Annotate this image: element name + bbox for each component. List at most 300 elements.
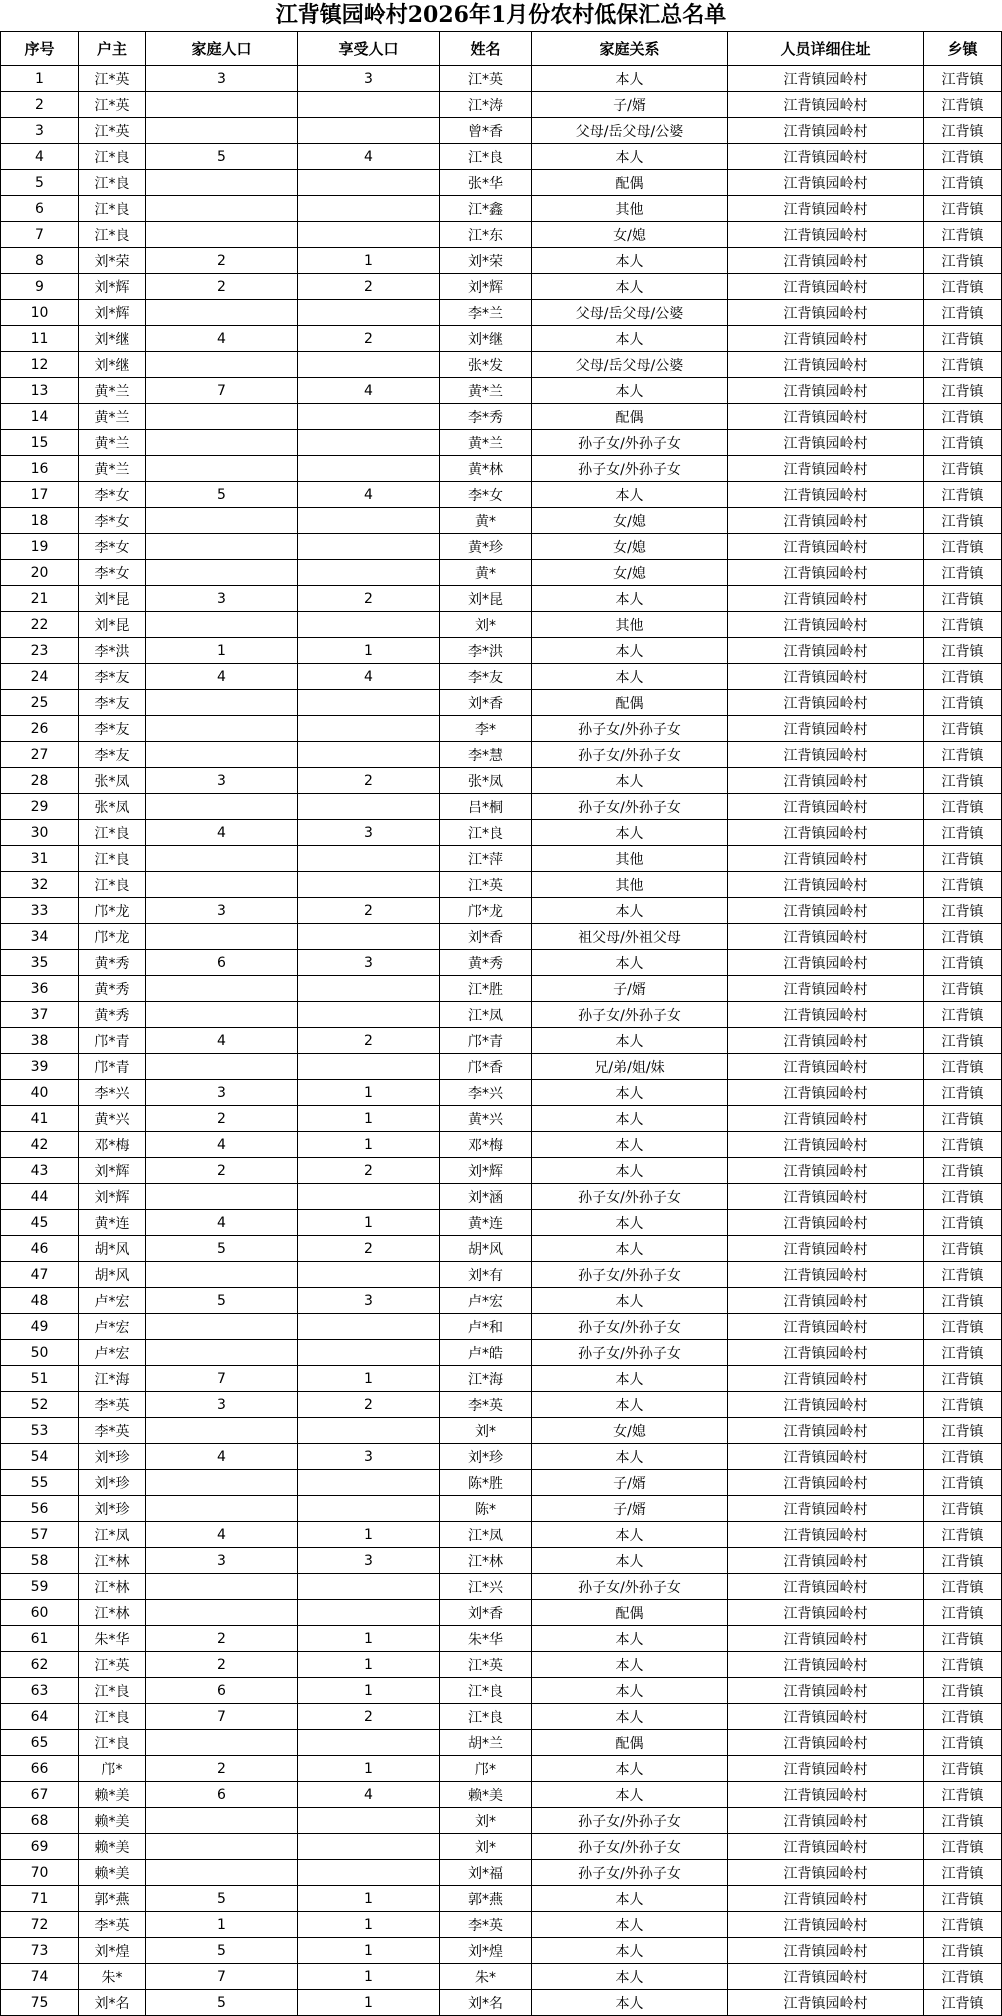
cell-township: 江背镇	[924, 716, 1002, 742]
cell-beneficiaries	[298, 92, 440, 118]
cell-name: 张*华	[440, 170, 532, 196]
cell-relationship: 父母/岳父母/公婆	[532, 352, 728, 378]
cell-name: 刘*有	[440, 1262, 532, 1288]
cell-index: 17	[1, 482, 79, 508]
cell-householder: 邝*青	[79, 1054, 146, 1080]
cell-household-size	[146, 430, 298, 456]
cell-beneficiaries: 1	[298, 1756, 440, 1782]
cell-address: 江背镇园岭村	[728, 1106, 924, 1132]
cell-relationship: 本人	[532, 1444, 728, 1470]
cell-householder: 胡*风	[79, 1236, 146, 1262]
cell-name: 江*良	[440, 144, 532, 170]
cell-township: 江背镇	[924, 612, 1002, 638]
cell-township: 江背镇	[924, 1132, 1002, 1158]
table-row	[1, 1938, 1002, 1964]
cell-household-size: 3	[146, 586, 298, 612]
cell-township: 江背镇	[924, 274, 1002, 300]
cell-relationship: 本人	[532, 66, 728, 92]
cell-beneficiaries: 3	[298, 1444, 440, 1470]
table-row	[1, 1730, 1002, 1756]
cell-beneficiaries: 2	[298, 1028, 440, 1054]
cell-township: 江背镇	[924, 1158, 1002, 1184]
cell-beneficiaries	[298, 976, 440, 1002]
table-row	[1, 1834, 1002, 1860]
cell-address: 江背镇园岭村	[728, 1184, 924, 1210]
table-row	[1, 274, 1002, 300]
cell-householder: 赖*美	[79, 1834, 146, 1860]
cell-householder: 李*友	[79, 664, 146, 690]
cell-relationship: 本人	[532, 820, 728, 846]
cell-name: 刘*	[440, 1808, 532, 1834]
cell-index: 68	[1, 1808, 79, 1834]
cell-relationship: 本人	[532, 1704, 728, 1730]
cell-householder: 江*林	[79, 1600, 146, 1626]
cell-name: 刘*继	[440, 326, 532, 352]
cell-household-size	[146, 976, 298, 1002]
table-header-row	[1, 32, 1002, 66]
cell-township: 江背镇	[924, 1392, 1002, 1418]
cell-household-size: 6	[146, 950, 298, 976]
cell-beneficiaries	[298, 612, 440, 638]
cell-householder: 黄*兰	[79, 404, 146, 430]
cell-name: 朱*	[440, 1964, 532, 1990]
cell-beneficiaries	[298, 430, 440, 456]
cell-name: 刘*辉	[440, 1158, 532, 1184]
cell-relationship: 孙子女/外孙子女	[532, 1860, 728, 1886]
cell-beneficiaries	[298, 456, 440, 482]
cell-township: 江背镇	[924, 690, 1002, 716]
table-row	[1, 976, 1002, 1002]
cell-name: 江*英	[440, 66, 532, 92]
cell-township: 江背镇	[924, 1964, 1002, 1990]
cell-householder: 江*良	[79, 222, 146, 248]
cell-address: 江背镇园岭村	[728, 1496, 924, 1522]
cell-address: 江背镇园岭村	[728, 1054, 924, 1080]
cell-index: 15	[1, 430, 79, 456]
cell-beneficiaries: 2	[298, 1704, 440, 1730]
cell-relationship: 孙子女/外孙子女	[532, 716, 728, 742]
table-row	[1, 1236, 1002, 1262]
cell-beneficiaries	[298, 1808, 440, 1834]
cell-beneficiaries: 2	[298, 1158, 440, 1184]
cell-relationship: 孙子女/外孙子女	[532, 1314, 728, 1340]
cell-name: 李*兴	[440, 1080, 532, 1106]
cell-index: 46	[1, 1236, 79, 1262]
cell-index: 58	[1, 1548, 79, 1574]
cell-address: 江背镇园岭村	[728, 326, 924, 352]
cell-township: 江背镇	[924, 560, 1002, 586]
cell-beneficiaries	[298, 1184, 440, 1210]
col-header-index: 序号	[1, 32, 79, 66]
cell-name: 邝*龙	[440, 898, 532, 924]
table-row	[1, 612, 1002, 638]
cell-address: 江背镇园岭村	[728, 1730, 924, 1756]
cell-name: 黄*珍	[440, 534, 532, 560]
cell-address: 江背镇园岭村	[728, 794, 924, 820]
cell-beneficiaries: 1	[298, 248, 440, 274]
cell-household-size	[146, 1834, 298, 1860]
cell-householder: 江*良	[79, 1678, 146, 1704]
cell-address: 江背镇园岭村	[728, 482, 924, 508]
cell-name: 刘*	[440, 1834, 532, 1860]
cell-householder: 刘*煌	[79, 1938, 146, 1964]
cell-township: 江背镇	[924, 846, 1002, 872]
cell-name: 刘*涵	[440, 1184, 532, 1210]
table-row	[1, 1158, 1002, 1184]
cell-index: 3	[1, 118, 79, 144]
cell-household-size: 4	[146, 1210, 298, 1236]
cell-household-size	[146, 872, 298, 898]
cell-household-size: 5	[146, 1236, 298, 1262]
cell-index: 18	[1, 508, 79, 534]
cell-relationship: 本人	[532, 1132, 728, 1158]
cell-name: 黄*林	[440, 456, 532, 482]
cell-index: 10	[1, 300, 79, 326]
cell-relationship: 女/媳	[532, 222, 728, 248]
cell-household-size: 3	[146, 1392, 298, 1418]
cell-township: 江背镇	[924, 300, 1002, 326]
cell-address: 江背镇园岭村	[728, 1860, 924, 1886]
cell-index: 65	[1, 1730, 79, 1756]
cell-address: 江背镇园岭村	[728, 1262, 924, 1288]
cell-householder: 江*英	[79, 66, 146, 92]
cell-name: 刘*名	[440, 1990, 532, 2016]
cell-index: 49	[1, 1314, 79, 1340]
cell-index: 74	[1, 1964, 79, 1990]
cell-township: 江背镇	[924, 1808, 1002, 1834]
cell-address: 江背镇园岭村	[728, 1704, 924, 1730]
cell-beneficiaries	[298, 1002, 440, 1028]
cell-beneficiaries: 4	[298, 1782, 440, 1808]
cell-address: 江背镇园岭村	[728, 196, 924, 222]
cell-township: 江背镇	[924, 1990, 1002, 2016]
cell-index: 39	[1, 1054, 79, 1080]
cell-relationship: 本人	[532, 144, 728, 170]
cell-address: 江背镇园岭村	[728, 924, 924, 950]
table-row	[1, 430, 1002, 456]
cell-beneficiaries: 1	[298, 638, 440, 664]
cell-name: 黄*	[440, 560, 532, 586]
cell-township: 江背镇	[924, 1652, 1002, 1678]
cell-beneficiaries: 1	[298, 1132, 440, 1158]
cell-householder: 李*英	[79, 1912, 146, 1938]
cell-relationship: 兄/弟/姐/妹	[532, 1054, 728, 1080]
cell-householder: 刘*辉	[79, 300, 146, 326]
cell-household-size: 3	[146, 1548, 298, 1574]
cell-address: 江背镇园岭村	[728, 716, 924, 742]
cell-name: 江*东	[440, 222, 532, 248]
cell-address: 江背镇园岭村	[728, 638, 924, 664]
table-row	[1, 248, 1002, 274]
table-row	[1, 1106, 1002, 1132]
cell-township: 江背镇	[924, 1054, 1002, 1080]
cell-index: 6	[1, 196, 79, 222]
cell-name: 刘*煌	[440, 1938, 532, 1964]
cell-beneficiaries: 4	[298, 664, 440, 690]
cell-household-size	[146, 1054, 298, 1080]
cell-index: 19	[1, 534, 79, 560]
cell-name: 李*兰	[440, 300, 532, 326]
cell-relationship: 配偶	[532, 404, 728, 430]
cell-address: 江背镇园岭村	[728, 560, 924, 586]
cell-householder: 江*海	[79, 1366, 146, 1392]
cell-name: 曾*香	[440, 118, 532, 144]
cell-name: 李*	[440, 716, 532, 742]
cell-township: 江背镇	[924, 1470, 1002, 1496]
cell-index: 25	[1, 690, 79, 716]
cell-householder: 黄*兰	[79, 378, 146, 404]
cell-township: 江背镇	[924, 1756, 1002, 1782]
table-row	[1, 1080, 1002, 1106]
cell-household-size	[146, 612, 298, 638]
cell-householder: 刘*辉	[79, 274, 146, 300]
cell-beneficiaries: 3	[298, 66, 440, 92]
col-header-name: 姓名	[440, 32, 532, 66]
cell-household-size	[146, 196, 298, 222]
cell-township: 江背镇	[924, 872, 1002, 898]
cell-household-size	[146, 924, 298, 950]
cell-household-size	[146, 404, 298, 430]
cell-name: 胡*风	[440, 1236, 532, 1262]
table-row	[1, 1340, 1002, 1366]
col-header-township: 乡镇	[924, 32, 1002, 66]
cell-township: 江背镇	[924, 1522, 1002, 1548]
cell-township: 江背镇	[924, 1886, 1002, 1912]
cell-beneficiaries: 1	[298, 1080, 440, 1106]
table-row	[1, 1886, 1002, 1912]
cell-relationship: 孙子女/外孙子女	[532, 456, 728, 482]
cell-relationship: 本人	[532, 1236, 728, 1262]
cell-relationship: 本人	[532, 1626, 728, 1652]
cell-relationship: 女/媳	[532, 508, 728, 534]
cell-beneficiaries	[298, 404, 440, 430]
table-row	[1, 690, 1002, 716]
cell-name: 卢*皓	[440, 1340, 532, 1366]
cell-address: 江背镇园岭村	[728, 1912, 924, 1938]
cell-index: 14	[1, 404, 79, 430]
cell-address: 江背镇园岭村	[728, 1392, 924, 1418]
cell-name: 刘*福	[440, 1860, 532, 1886]
cell-householder: 江*良	[79, 846, 146, 872]
table-row	[1, 846, 1002, 872]
cell-householder: 邝*青	[79, 1028, 146, 1054]
cell-household-size	[146, 742, 298, 768]
cell-household-size	[146, 560, 298, 586]
cell-index: 23	[1, 638, 79, 664]
cell-name: 江*兴	[440, 1574, 532, 1600]
cell-householder: 赖*美	[79, 1860, 146, 1886]
cell-name: 黄*兴	[440, 1106, 532, 1132]
cell-relationship: 子/婿	[532, 1496, 728, 1522]
cell-name: 卢*宏	[440, 1288, 532, 1314]
cell-address: 江背镇园岭村	[728, 92, 924, 118]
table-row	[1, 664, 1002, 690]
cell-householder: 邝*	[79, 1756, 146, 1782]
cell-index: 13	[1, 378, 79, 404]
cell-householder: 李*英	[79, 1392, 146, 1418]
cell-beneficiaries	[298, 924, 440, 950]
cell-household-size: 5	[146, 144, 298, 170]
cell-householder: 刘*荣	[79, 248, 146, 274]
cell-address: 江背镇园岭村	[728, 508, 924, 534]
cell-name: 邝*青	[440, 1028, 532, 1054]
cell-name: 陈*胜	[440, 1470, 532, 1496]
cell-index: 32	[1, 872, 79, 898]
col-header-household-size: 家庭人口	[146, 32, 298, 66]
cell-name: 李*慧	[440, 742, 532, 768]
cell-household-size: 2	[146, 1158, 298, 1184]
cell-township: 江背镇	[924, 1366, 1002, 1392]
cell-township: 江背镇	[924, 1080, 1002, 1106]
cell-address: 江背镇园岭村	[728, 1678, 924, 1704]
cell-relationship: 孙子女/外孙子女	[532, 1808, 728, 1834]
cell-address: 江背镇园岭村	[728, 612, 924, 638]
cell-beneficiaries	[298, 118, 440, 144]
cell-household-size: 3	[146, 66, 298, 92]
cell-relationship: 本人	[532, 1782, 728, 1808]
cell-township: 江背镇	[924, 404, 1002, 430]
table-row	[1, 1652, 1002, 1678]
table-row	[1, 1184, 1002, 1210]
cell-household-size	[146, 1860, 298, 1886]
cell-beneficiaries	[298, 508, 440, 534]
cell-relationship: 子/婿	[532, 976, 728, 1002]
cell-household-size: 7	[146, 1704, 298, 1730]
cell-householder: 江*良	[79, 144, 146, 170]
cell-householder: 郭*燕	[79, 1886, 146, 1912]
cell-index: 57	[1, 1522, 79, 1548]
cell-index: 73	[1, 1938, 79, 1964]
cell-index: 66	[1, 1756, 79, 1782]
cell-township: 江背镇	[924, 1600, 1002, 1626]
cell-index: 28	[1, 768, 79, 794]
recipient-table	[0, 31, 1002, 2016]
cell-household-size: 2	[146, 1756, 298, 1782]
cell-household-size	[146, 1470, 298, 1496]
cell-beneficiaries: 1	[298, 1678, 440, 1704]
cell-name: 刘*珍	[440, 1444, 532, 1470]
cell-relationship: 配偶	[532, 1600, 728, 1626]
cell-index: 56	[1, 1496, 79, 1522]
cell-householder: 刘*继	[79, 326, 146, 352]
cell-name: 赖*美	[440, 1782, 532, 1808]
table-row	[1, 1782, 1002, 1808]
cell-household-size	[146, 1574, 298, 1600]
cell-township: 江背镇	[924, 638, 1002, 664]
cell-name: 江*海	[440, 1366, 532, 1392]
table-row	[1, 820, 1002, 846]
cell-householder: 胡*风	[79, 1262, 146, 1288]
cell-household-size: 3	[146, 1080, 298, 1106]
cell-beneficiaries	[298, 170, 440, 196]
cell-index: 54	[1, 1444, 79, 1470]
table-row	[1, 1626, 1002, 1652]
cell-relationship: 孙子女/外孙子女	[532, 742, 728, 768]
table-row	[1, 898, 1002, 924]
cell-township: 江背镇	[924, 950, 1002, 976]
cell-name: 刘*	[440, 1418, 532, 1444]
cell-beneficiaries: 2	[298, 768, 440, 794]
cell-address: 江背镇园岭村	[728, 586, 924, 612]
cell-beneficiaries: 1	[298, 1886, 440, 1912]
table-row	[1, 1314, 1002, 1340]
cell-name: 刘*香	[440, 924, 532, 950]
cell-relationship: 本人	[532, 768, 728, 794]
cell-householder: 邝*龙	[79, 924, 146, 950]
cell-householder: 黄*兴	[79, 1106, 146, 1132]
col-header-address: 人员详细住址	[728, 32, 924, 66]
cell-index: 70	[1, 1860, 79, 1886]
cell-index: 61	[1, 1626, 79, 1652]
table-row	[1, 66, 1002, 92]
cell-beneficiaries: 2	[298, 586, 440, 612]
cell-relationship: 子/婿	[532, 92, 728, 118]
table-row	[1, 196, 1002, 222]
cell-township: 江背镇	[924, 66, 1002, 92]
cell-householder: 李*洪	[79, 638, 146, 664]
table-row	[1, 950, 1002, 976]
cell-address: 江背镇园岭村	[728, 1600, 924, 1626]
cell-householder: 李*女	[79, 560, 146, 586]
cell-householder: 李*友	[79, 742, 146, 768]
table-row	[1, 1444, 1002, 1470]
cell-household-size	[146, 1314, 298, 1340]
cell-householder: 江*英	[79, 1652, 146, 1678]
cell-household-size	[146, 1600, 298, 1626]
table-row	[1, 1418, 1002, 1444]
cell-relationship: 本人	[532, 248, 728, 274]
table-row	[1, 1990, 1002, 2016]
cell-name: 邝*	[440, 1756, 532, 1782]
cell-index: 35	[1, 950, 79, 976]
cell-name: 江*鑫	[440, 196, 532, 222]
cell-name: 刘*辉	[440, 274, 532, 300]
cell-township: 江背镇	[924, 222, 1002, 248]
cell-beneficiaries	[298, 196, 440, 222]
cell-householder: 江*凤	[79, 1522, 146, 1548]
cell-relationship: 其他	[532, 612, 728, 638]
table-row	[1, 1964, 1002, 1990]
table-row	[1, 1262, 1002, 1288]
cell-householder: 卢*宏	[79, 1340, 146, 1366]
cell-householder: 刘*辉	[79, 1184, 146, 1210]
cell-beneficiaries: 1	[298, 1106, 440, 1132]
cell-name: 江*凤	[440, 1002, 532, 1028]
cell-householder: 李*友	[79, 716, 146, 742]
cell-township: 江背镇	[924, 1938, 1002, 1964]
cell-index: 55	[1, 1470, 79, 1496]
cell-index: 27	[1, 742, 79, 768]
table-row	[1, 1860, 1002, 1886]
cell-index: 29	[1, 794, 79, 820]
cell-beneficiaries: 2	[298, 326, 440, 352]
cell-address: 江背镇园岭村	[728, 1834, 924, 1860]
cell-index: 69	[1, 1834, 79, 1860]
cell-beneficiaries: 3	[298, 820, 440, 846]
cell-township: 江背镇	[924, 1678, 1002, 1704]
cell-name: 李*秀	[440, 404, 532, 430]
cell-township: 江背镇	[924, 1444, 1002, 1470]
cell-household-size: 2	[146, 1106, 298, 1132]
cell-relationship: 其他	[532, 872, 728, 898]
cell-householder: 刘*继	[79, 352, 146, 378]
cell-beneficiaries: 4	[298, 144, 440, 170]
cell-name: 江*良	[440, 820, 532, 846]
cell-beneficiaries	[298, 1262, 440, 1288]
cell-householder: 卢*宏	[79, 1314, 146, 1340]
cell-beneficiaries	[298, 872, 440, 898]
cell-relationship: 本人	[532, 1522, 728, 1548]
